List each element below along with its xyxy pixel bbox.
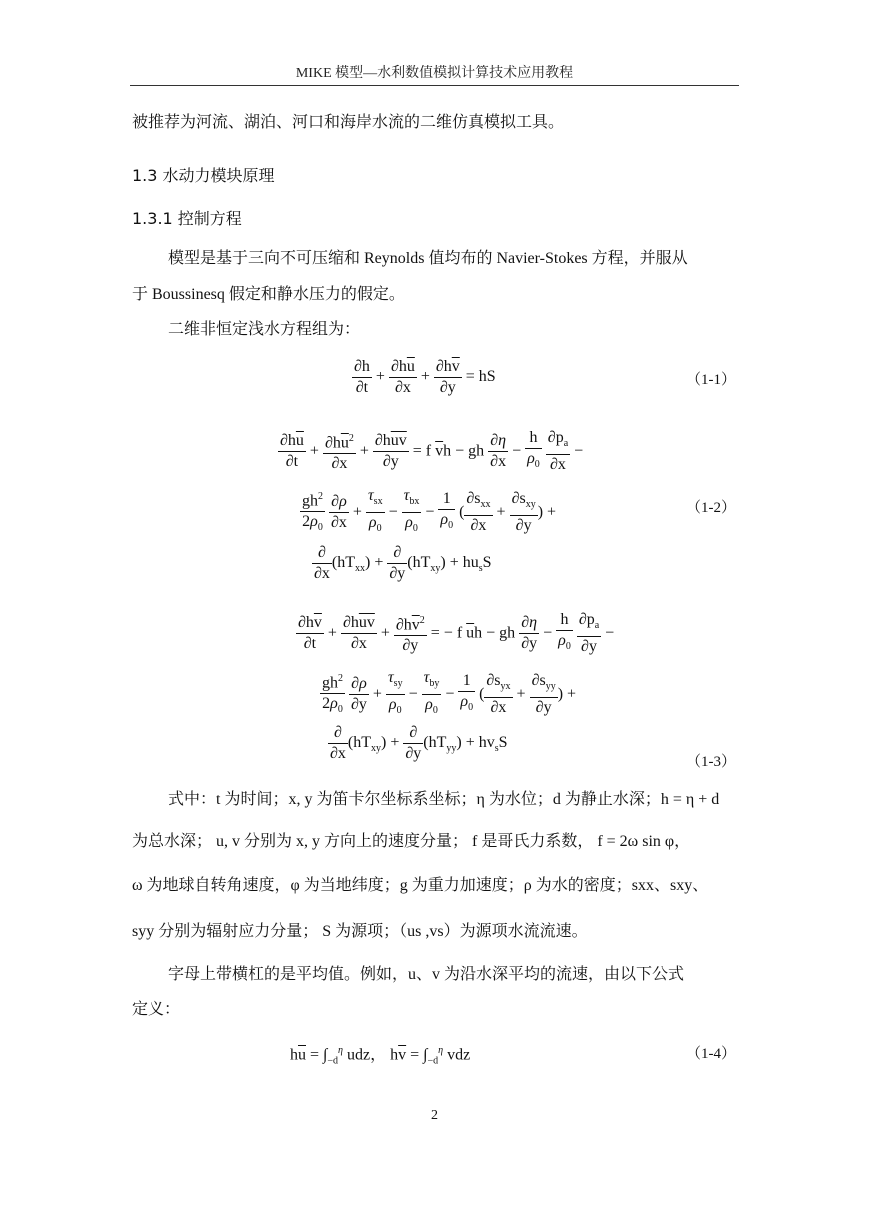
paragraph-symbols-3: ω 为地球自转角速度，φ 为当地纬度；g 为重力加速度；ρ 为水的密度；sxx、sxy、 [132,877,709,894]
paragraph-symbols-2: 为总水深； u, v 分别为 x, y 方向上的速度分量； f 是哥氏力系数， f = 2ω sin φ， [132,833,691,850]
paragraph-average-1: 字母上带横杠的是平均值。例如，u、v 为沿水深平均的流速，由以下公式 [168,966,685,983]
paragraph-model-basis-1: 模型是基于三向不可压缩和 Reynolds 值均布的 Navier-Stokes 方程，并服从 [168,250,688,267]
equation-1-3-line1: $\frac{\partial h\overline{v}}{\partial t}$ + $\frac{\partial h\overline{uv}}{\partial x}$ + $\frac{\partial h\overline{v}^2}{\partial y}$ = − f $\overline{u}h$ − gh $\frac{\partial\eta}{\partial y}$ − $\frac{h}{\rho_0}$ $\frac{\partial p_a}{\partial y}$ − [298,611,615,656]
equation-number-1-2: （1-2） [686,500,736,516]
header-rule [130,85,739,86]
paragraph-model-basis-2: 于 Boussinesq 假定和静水压力的假定。 [132,286,405,303]
paragraph-average-2: 定义： [132,1001,181,1018]
equation-1-4: $h\overline{u} = \int_{-d}^\eta$ udz， $h\overline{v} = \int_{-d}^\eta$ vdz [290,1045,471,1067]
equation-1-3-line2: $\frac{gh^2}{2\rho_0}$ $\frac{\partial\rho}{\partial y}$ + $\frac{\tau_{sy}}{\rho_0}$ − $\frac{\tau_{by}}{\rho_0}$ − $\frac{1}{\rho_0}$ ( $\frac{\partial s_{yx}}{\partial x}$ + $\frac{\partial s_{yy}}{\partial y}$ ) + [322,669,577,717]
equation-number-1-4: （1-4） [686,1046,736,1062]
equation-1-2-line2: $\frac{gh^2}{2\rho_0}$ $\frac{\partial\rho}{\partial x}$ + $\frac{\tau_{sx}}{\rho_0}$ − $\frac{\tau_{bx}}{\rho_0}$ − $\frac{1}{\rho_0}$ ( $\frac{\partial s_{xx}}{\partial x}$ + $\frac{\partial s_{xy}}{\partial y}$ ) + [302,487,557,535]
equation-1-2-line1: $\frac{\partial h\overline{u}}{\partial t}$ + $\frac{\partial h\overline{u}^2}{\partial x}$ + $\frac{\partial h\overline{uv}}{\partial y}$ = f $\overline{v}h$ − gh $\frac{\partial\eta}{\partial x}$ − $\frac{h}{\rho_0}$ $\frac{\partial p_a}{\partial x}$ − [280,429,584,474]
equation-1-3-line3: $\frac{\partial}{\partial x}$ $(hT_{xy})$ + $\frac{\partial}{\partial y}$ $(hT_{yy}) + hv_sS$ [330,723,508,762]
section-heading-1-3-1: 1.3.1 控制方程 [132,209,242,228]
equation-number-1-3: （1-3） [686,754,736,770]
equation-1-1: $\frac{\partial h}{\partial t}$ + $\frac{\partial h\overline{u}}{\partial x}$ + $\frac{\partial h\overline{v}}{\partial y}$ = hS [354,357,496,396]
paragraph-equation-intro: 二维非恒定浅水方程组为： [168,321,361,338]
section-heading-1-3: 1.3 水动力模块原理 [132,166,275,185]
paragraph-symbols-4: syy 分别为辐射应力分量； S 为源项；（us ,vs）为源项水流流速。 [132,923,588,940]
paragraph-intro: 被推荐为河流、湖泊、河口和海岸水流的二维仿真模拟工具。 [132,114,565,131]
running-header: MIKE 模型—水利数值模拟计算技术应用教程 [295,66,574,81]
page-number: 2 [431,1108,438,1123]
equation-number-1-1: （1-1） [686,372,736,388]
paragraph-symbols-1: 式中：t 为时间；x, y 为笛卡尔坐标系坐标；η 为水位；d 为静止水深；h = η + d [168,791,720,808]
equation-1-2-line3: $\frac{\partial}{\partial x}$ $(hT_{xx})$ + $\frac{\partial}{\partial y}$ $(hT_{xy}) + hu_sS$ [314,543,492,582]
